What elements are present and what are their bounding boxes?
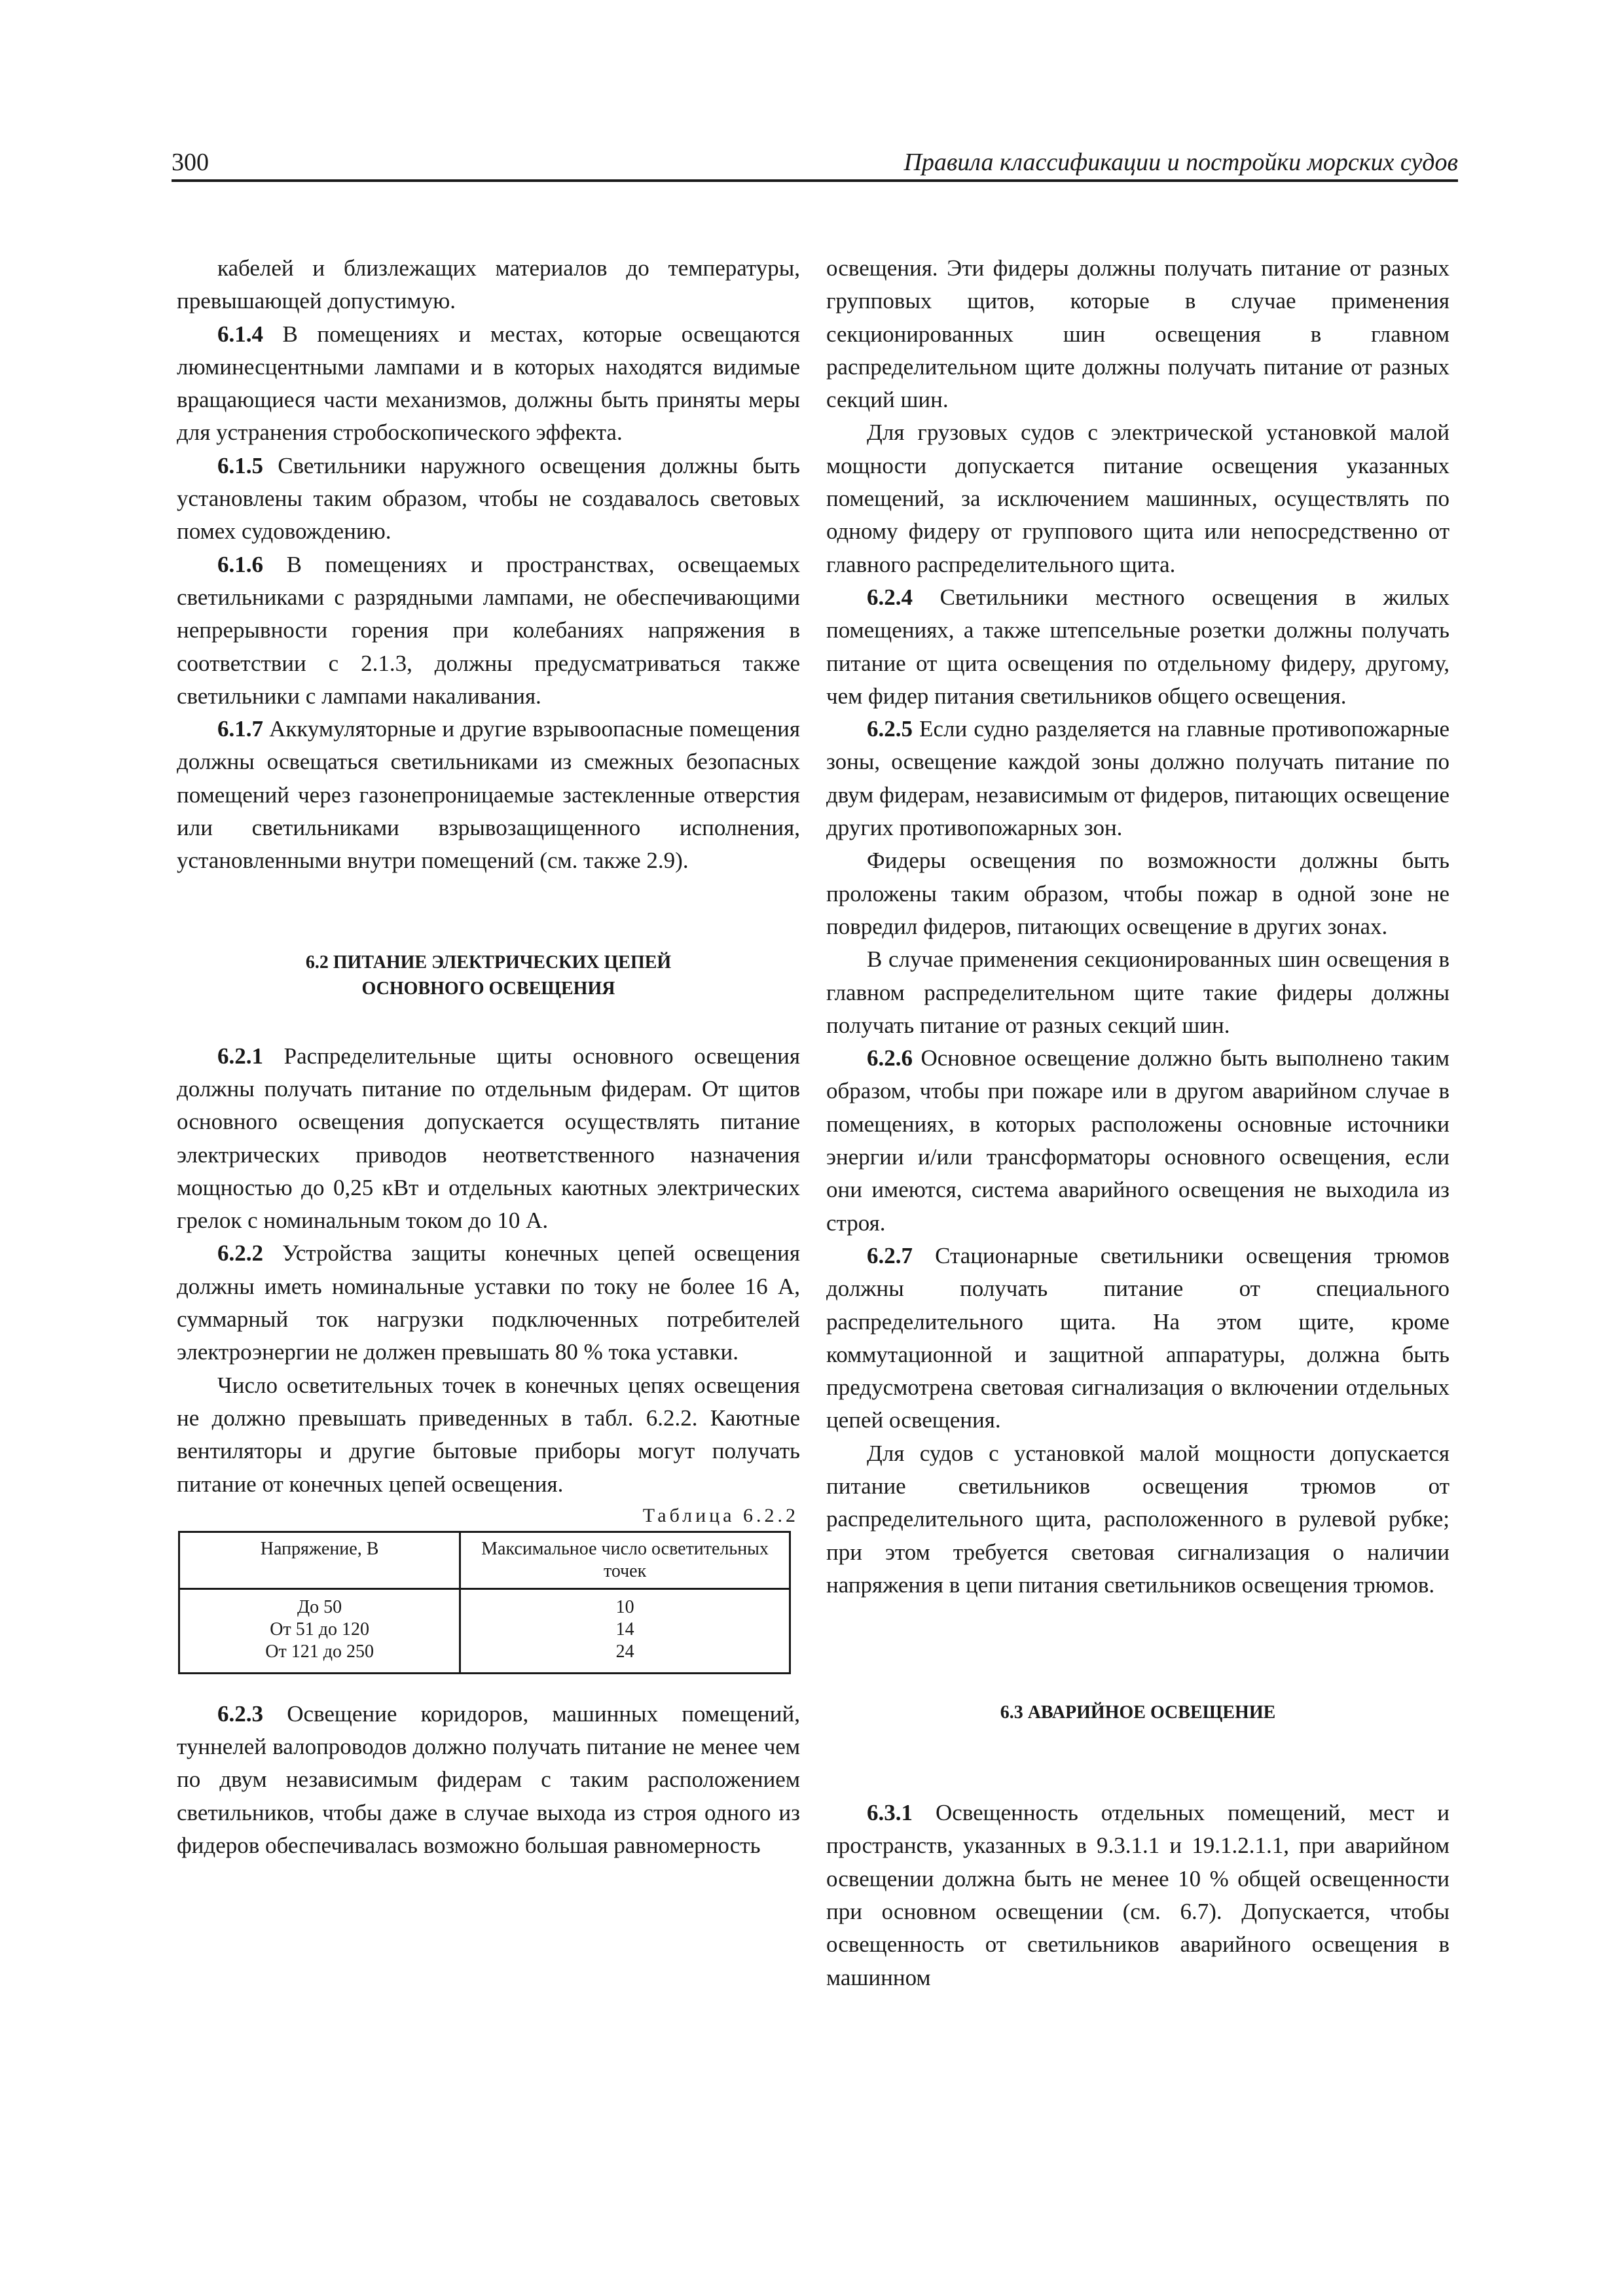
paragraph-text: Основное освещение должно быть выполнено таким образом, чтобы при пожаре или в другом аварийном случае в помещениях, в которых расположены основные источники энергии и/или трансформаторы основного освещения, если они имеются, система аварийного освещения не выходила из строя.	[826, 1045, 1450, 1236]
paragraph: В случае применения секционированных шин освещения в главном распределительном щите такие фидеры должны получать питание от разных секций шин.	[826, 946, 1450, 1038]
clause-number: 6.2.6	[867, 1045, 913, 1071]
paragraph-text: В помещениях и пространствах, освещаемых светильниками с разрядными лампами, не обеспечивающими непрерывности горения при колебаниях напряжения в соответствии с 2.1.3, должны предусматриваться также светильники с лампами накаливания.	[177, 551, 800, 709]
paragraph-text: Если судно разделяется на главные противопожарные зоны, освещение каждой зоны должно получать питание по двум фидерам, независимым от фидеров, питающих освещение других противопожарных зон.	[826, 716, 1450, 841]
section-heading-6-2: 6.2 ПИТАНИЕ ЭЛЕКТРИЧЕСКИХ ЦЕПЕЙ ОСНОВНОГО ОСВЕЩЕНИЯ	[305, 952, 672, 999]
page-header	[172, 143, 1458, 182]
paragraph: Фидеры освещения по возможности должны быть проложены таким образом, чтобы пожар в одной зоне не повредил фидеров, питающих освещение в других зонах.	[826, 848, 1450, 939]
paragraph-text: Распределительные щиты основного освещения должны получать питание по отдельным фидерам. От щитов основного освещения допускается осуществлять питание электрических приводов неответственного назначения мощностью до 0,25 кВт и отдельных каютных электрических грелок с номинальным током до 10 А.	[177, 1043, 800, 1234]
paragraph-6-1-4	[177, 318, 800, 450]
right-column	[826, 252, 1450, 1994]
clause-number: 6.2.2	[217, 1240, 263, 1266]
paragraph-text: В помещениях и местах, которые освещаются люминесцентными лампами и в которых находятся видимые вращающиеся части механизмов, должны быть приняты меры для устранения стробоскопического эффекта.	[177, 321, 800, 446]
paragraph-6-2-7	[826, 1240, 1450, 1437]
clause-number: 6.3.1	[867, 1800, 913, 1826]
cell-points: 10	[460, 1588, 790, 1619]
paragraph-text: Аккумуляторные и другие взрывоопасные помещения должны освещаться светильниками из смежных безопасных помещений через газонепроницаемые застекленные отверстия или светильниками взрывозащищенного исполнения, установленными внутри помещений (см. также 2.9).	[177, 716, 800, 874]
clause-number: 6.1.5	[217, 452, 263, 478]
paragraph-text: Стационарные светильники освещения трюмов должны получать питание от специального распределительного щита. На этом щите, кроме коммутационной и защитной аппаратуры, должна быть предусмотрена световая сигнализация о включении отдельных цепей освещения.	[826, 1242, 1450, 1433]
clause-number: 6.1.4	[217, 321, 263, 347]
left-column	[177, 252, 800, 1862]
paragraph: кабелей и близлежащих материалов до температуры, превышающей допустимую.	[177, 255, 800, 314]
clause-number: 6.2.5	[867, 716, 913, 742]
cell-voltage: До 50	[297, 1596, 342, 1617]
paragraph-text: Освещенность отдельных помещений, мест и пространств, указанных в 9.3.1.1 и 19.1.2.1.1, при аварийном освещении должна быть не менее 10 % общей освещенности при основном освещении (см. 6.7). Допускается, чтобы освещенность от светильников аварийного освещения в машинном	[826, 1800, 1450, 1990]
cell-points: 14	[460, 1619, 790, 1641]
column-header-points: Максимальное число осветительных точек	[460, 1532, 790, 1588]
clause-number: 6.2.7	[867, 1242, 913, 1268]
clause-number: 6.2.4	[867, 584, 913, 610]
section-heading-6-3: 6.3 АВАРИЙНОЕ ОСВЕЩЕНИЕ	[1000, 1702, 1276, 1723]
cell-points: 24	[460, 1641, 790, 1674]
paragraph-text: Освещение коридоров, машинных помещений, туннелей валопроводов должно получать питание не менее чем по двум независимым фидерам с таким расположением светильников, чтобы даже в случае выхода из строя одного из фидеров обеспечивалась возможно большая равномерность	[177, 1700, 800, 1858]
paragraph-text: Устройства защиты конечных цепей освещения должны иметь номинальные уставки по току не более 16 А, суммарный ток нагрузки подключенных потребителей электроэнергии не должен превышать 80 % тока уставки.	[177, 1240, 800, 1365]
cell-voltage: От 51 до 120	[270, 1619, 369, 1640]
clause-number: 6.1.7	[217, 716, 263, 742]
clause-number: 6.2.3	[217, 1700, 263, 1727]
paragraph: Число осветительных точек в конечных цепях освещения не должно превышать приведенных в табл. 6.2.2. Каютные вентиляторы и другие бытовые приборы могут получать питание от конечных цепей освещения.	[177, 1372, 800, 1497]
paragraph-6-2-5	[826, 713, 1450, 844]
clause-number: 6.1.6	[217, 551, 263, 577]
paragraph-6-2-3	[177, 1698, 800, 1862]
paragraph-6-2-2	[177, 1237, 800, 1369]
table-header-row	[179, 1532, 790, 1588]
lighting-points-table	[178, 1531, 791, 1674]
page-number: 300	[172, 149, 209, 176]
paragraph-6-2-6	[826, 1042, 1450, 1240]
paragraph: освещения. Эти фидеры должны получать питание от разных групповых щитов, которые в случае применения секционированных шин освещения в главном распределительном щите должны получать питание от разных секций шин.	[826, 255, 1450, 413]
paragraph-6-2-4	[826, 581, 1450, 713]
paragraph-text: Светильники наружного освещения должны быть установлены таким образом, чтобы не создавалось световых помех судовождению.	[177, 452, 800, 545]
paragraph-6-1-6	[177, 548, 800, 713]
paragraph: Для грузовых судов с электрической установкой малой мощности допускается питание освещения указанных помещений, за исключением машинных, осуществлять по одному фидеру от группового щита или непосредственно от главного распределительного щита.	[826, 420, 1450, 577]
paragraph-6-1-5	[177, 450, 800, 548]
column-header-voltage: Напряжение, В	[179, 1532, 460, 1588]
table-caption: Таблица 6.2.2	[642, 1504, 799, 1526]
paragraph: Для судов с установкой малой мощности допускается питание светильников освещения трюмов от распределительного щита, расположенного в рулевой рубке; при этом требуется световая сигнализация о наличии напряжения в цепи питания светильников освещения трюмов.	[826, 1440, 1450, 1598]
paragraph-6-1-7	[177, 713, 800, 877]
table-row	[179, 1641, 790, 1674]
paragraph-6-3-1	[826, 1797, 1450, 1994]
clause-number: 6.2.1	[217, 1043, 263, 1069]
running-title: Правила классификации и постройки морских судов	[903, 149, 1458, 176]
cell-voltage: От 121 до 250	[265, 1641, 374, 1662]
table-row	[179, 1619, 790, 1641]
paragraph-6-2-1	[177, 1040, 800, 1238]
paragraph-text: Светильники местного освещения в жилых помещениях, а также штепсельные розетки должны получать питание от щита освещения по отдельному фидеру, другому, чем фидер питания светильников общего освещения.	[826, 584, 1450, 709]
table-row	[179, 1588, 790, 1619]
